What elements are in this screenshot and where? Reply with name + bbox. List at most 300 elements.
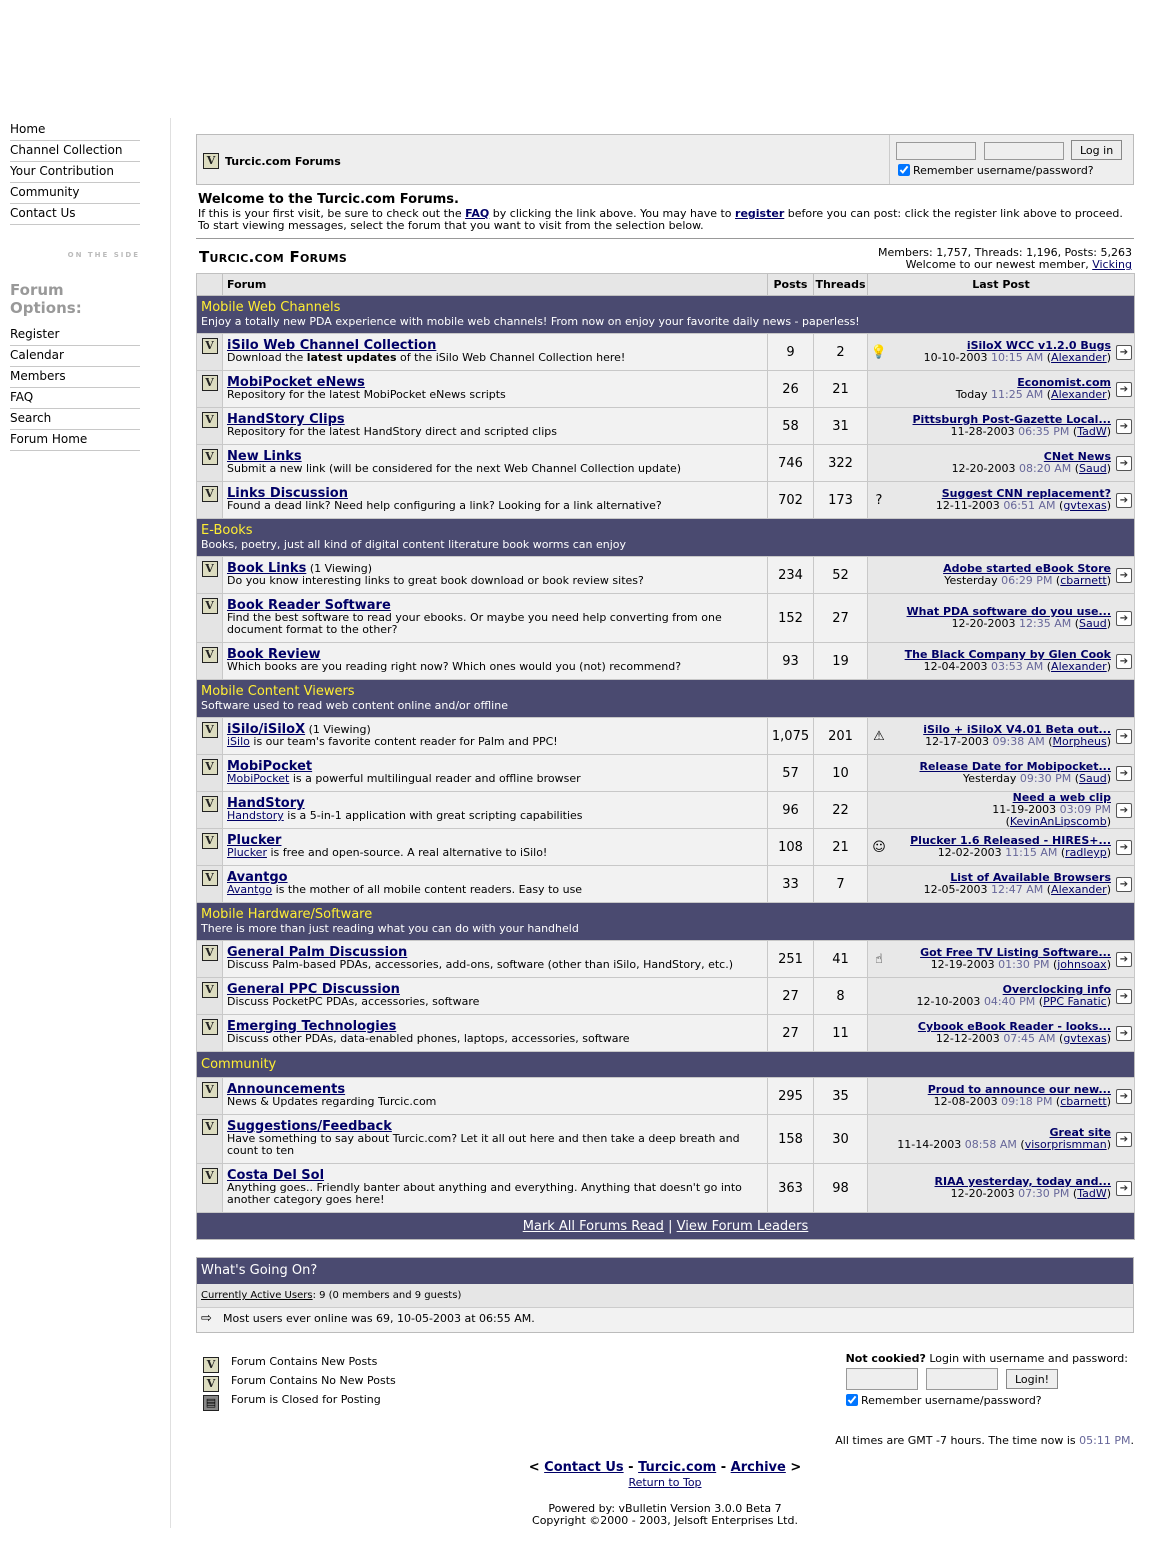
- forum-posts-count: 57: [768, 755, 814, 792]
- table-footer-cell: [197, 1213, 1135, 1240]
- forum-description: [227, 612, 763, 636]
- last-post-title-link[interactable]: Plucker 1.6 Released - HIRES+...: [910, 834, 1111, 847]
- bottom-username-field[interactable]: [846, 1368, 918, 1390]
- forum-title-link[interactable]: HandStory: [227, 796, 305, 811]
- forum-posts-count: 702: [768, 482, 814, 519]
- last-post-wrap: [870, 761, 1132, 785]
- powered-by: [196, 1503, 1134, 1527]
- forum-desc-text-end: of the iSilo Web Channel Collection here!: [396, 351, 626, 364]
- forum-status-cell: [197, 718, 223, 755]
- nav-link-channel-collection[interactable]: Channel Collection: [10, 143, 123, 157]
- last-post-user-link[interactable]: cbarnett: [1060, 1095, 1107, 1108]
- bottom-login-button[interactable]: Login!: [1006, 1369, 1058, 1389]
- forum-title-link[interactable]: iSilo Web Channel Collection: [227, 338, 437, 353]
- last-post-cell: [868, 1115, 1135, 1164]
- forum-posts-count: 363: [768, 1164, 814, 1213]
- category-title[interactable]: E-Books: [201, 522, 253, 538]
- legend-closed: [196, 1390, 596, 1409]
- last-post-title-link[interactable]: Suggest CNN replacement?: [941, 487, 1111, 500]
- last-post-time: 04:40 PM: [983, 995, 1036, 1008]
- register-link[interactable]: register: [735, 207, 785, 220]
- forum-title-link[interactable]: General Palm Discussion: [227, 945, 408, 960]
- last-post-wrap: [870, 792, 1132, 828]
- last-post-time: 08:58 AM: [964, 1138, 1017, 1151]
- last-post-cell: [868, 1015, 1135, 1052]
- category-title[interactable]: Mobile Web Channels: [201, 299, 341, 315]
- last-post-time: 09:38 AM: [992, 735, 1045, 748]
- last-post-time: 01:30 PM: [998, 958, 1050, 971]
- go-to-last-post-icon[interactable]: ➔: [1116, 493, 1132, 508]
- remember-checkbox[interactable]: [898, 164, 910, 176]
- last-post-wrap: [870, 377, 1132, 401]
- last-post-wrap: [870, 451, 1132, 475]
- go-to-last-post-icon[interactable]: ➔: [1116, 611, 1132, 626]
- go-to-last-post-icon[interactable]: ➔: [1116, 877, 1132, 892]
- forum-desc-text: News & Updates regarding Turcic.com: [227, 1095, 437, 1108]
- last-post-time: 11:25 AM: [991, 388, 1044, 401]
- last-post-info: Need a web clip 11-19-2003 03:09 PM (KevinAnLipscomb): [992, 791, 1111, 828]
- category-row: [197, 680, 1135, 718]
- go-to-last-post-icon[interactable]: ➔: [1116, 766, 1132, 781]
- forum-desc-text: is a powerful multilingual reader and offline browser: [289, 772, 581, 785]
- forum-title-link[interactable]: Book Review: [227, 647, 321, 662]
- last-post-title-link[interactable]: List of Available Browsers: [950, 871, 1111, 884]
- forum-row: [197, 482, 1135, 519]
- forum-row: [197, 941, 1135, 978]
- forum-row: [197, 1164, 1135, 1213]
- go-to-last-post-icon[interactable]: ➔: [1116, 1089, 1132, 1104]
- forum-status-cell: [197, 482, 223, 519]
- last-post-title-link[interactable]: Overclocking info: [1002, 983, 1111, 996]
- faq-link[interactable]: FAQ: [465, 207, 490, 220]
- forum-status-cell: [197, 557, 223, 594]
- forum-info-cell: [223, 557, 768, 594]
- last-post-info: Release Date for Mobipocket... Yesterday 09:30 PM (Saud): [919, 760, 1111, 785]
- forum-row: [197, 557, 1135, 594]
- archive-link[interactable]: Archive: [730, 1460, 786, 1475]
- nav-item: [10, 183, 140, 204]
- newest-member-line: [878, 259, 1132, 271]
- forum-new-posts-icon: V: [202, 1019, 218, 1035]
- return-top-link[interactable]: Return to Top: [628, 1476, 702, 1489]
- forum-row: [197, 718, 1135, 755]
- forum-info-cell: [223, 1164, 768, 1213]
- forum-desc-link[interactable]: Handstory: [227, 809, 284, 822]
- nav-item: [10, 409, 140, 430]
- active-users-link[interactable]: Currently Active Users: [201, 1290, 313, 1301]
- last-post-title-link[interactable]: iSiloX WCC v1.2.0 Bugs: [966, 339, 1111, 352]
- forum-status-cell: [197, 371, 223, 408]
- return-top: [196, 1476, 1134, 1489]
- last-post-time: 03:53 AM: [991, 660, 1044, 673]
- forum-title-link[interactable]: General PPC Discussion: [227, 982, 400, 997]
- forum-threads-count: 27: [814, 594, 868, 643]
- forum-threads-count: 10: [814, 755, 868, 792]
- login-button[interactable]: Log in: [1071, 140, 1122, 160]
- forum-row: [197, 1015, 1135, 1052]
- forum-description: [227, 352, 763, 364]
- forum-new-posts-icon: V: [202, 561, 218, 577]
- last-post-date: 11-14-2003: [897, 1138, 962, 1151]
- bottom-remember-row: [844, 1394, 1128, 1407]
- go-to-last-post-icon[interactable]: ➔: [1116, 840, 1132, 855]
- last-post-info: Cybook eBook Reader - looks... 12-12-2003 07:45 AM (gvtexas): [917, 1020, 1111, 1045]
- last-post-date: 12-11-2003: [935, 499, 1000, 512]
- forum-title-link[interactable]: Links Discussion: [227, 486, 348, 501]
- forum-icon: V: [203, 153, 219, 169]
- forum-threads-count: 2: [814, 334, 868, 371]
- last-post-user-link[interactable]: Saud: [1079, 462, 1107, 475]
- forum-desc-text: Repository for the latest HandStory direct and scripted clips: [227, 425, 558, 438]
- last-post-user-link[interactable]: TadW: [1077, 1187, 1107, 1200]
- go-to-last-post-icon[interactable]: ➔: [1116, 345, 1132, 360]
- last-post-title-link[interactable]: Pittsburgh Post-Gazette Local...: [912, 413, 1111, 426]
- bottom-remember-label: Remember username/password?: [861, 1394, 1042, 1407]
- last-post-cell: [868, 755, 1135, 792]
- forum-status-cell: [197, 594, 223, 643]
- nav-item: [10, 367, 140, 388]
- forum-new-posts-icon: V: [202, 1168, 218, 1184]
- legend-no-new-label: Forum Contains No New Posts: [231, 1374, 396, 1387]
- last-post-user-link[interactable]: Morpheus: [1052, 735, 1107, 748]
- bottom-login-prompt: [844, 1352, 1128, 1365]
- forum-threads-count: 52: [814, 557, 868, 594]
- site-link[interactable]: Turcic.com: [638, 1460, 717, 1475]
- forum-description: [227, 884, 763, 896]
- last-post-user-link[interactable]: Alexander: [1051, 388, 1107, 401]
- last-post-date: 11-28-2003: [950, 425, 1015, 438]
- forum-threads-count: 21: [814, 371, 868, 408]
- last-post-user-link[interactable]: Alexander: [1051, 883, 1107, 896]
- forum-threads-count: 35: [814, 1078, 868, 1115]
- forum-threads-count: 201: [814, 718, 868, 755]
- go-to-last-post-icon[interactable]: ➔: [1116, 568, 1132, 583]
- forum-title-link[interactable]: Plucker: [227, 833, 282, 848]
- last-post-user-link[interactable]: TadW: [1077, 425, 1107, 438]
- forum-row: [197, 643, 1135, 680]
- forum-desc-text: is the mother of all mobile content readers. Easy to use: [272, 883, 583, 896]
- forum-description: [227, 1182, 763, 1206]
- option-link-faq[interactable]: FAQ: [10, 390, 34, 404]
- forum-posts-count: 158: [768, 1115, 814, 1164]
- last-post-time: 06:29 PM: [1001, 574, 1053, 587]
- last-post-title-link[interactable]: Proud to announce our new...: [927, 1083, 1111, 1096]
- category-cell: [197, 1052, 1135, 1078]
- forum-status-cell: [197, 334, 223, 371]
- forum-title-link[interactable]: iSilo/iSiloX: [227, 722, 306, 737]
- last-post-title-link[interactable]: The Black Company by Glen Cook: [904, 648, 1111, 661]
- welcome-text-3: before you can post: click the register link above to proceed. To start viewing messages, select the forum that you want to visit from the selection below.: [198, 207, 1123, 232]
- last-post-cell: [868, 643, 1135, 680]
- forum-posts-count: 108: [768, 829, 814, 866]
- login-prompt: Login with username and password:: [929, 1352, 1128, 1365]
- nav-link-community[interactable]: Community: [10, 185, 80, 199]
- time-text: All times are GMT -7 hours. The time now is: [835, 1434, 1076, 1447]
- category-title[interactable]: Mobile Content Viewers: [201, 683, 355, 699]
- last-post-user-link[interactable]: johnsoax: [1057, 958, 1107, 971]
- last-post-title-link[interactable]: Got Free TV Listing Software...: [920, 946, 1111, 959]
- header-posts: Posts: [768, 274, 814, 296]
- forum-status-cell: [197, 1115, 223, 1164]
- last-post-user-link[interactable]: Alexander: [1051, 351, 1107, 364]
- arrow-right-icon: ⇨: [201, 1311, 212, 1326]
- forum-title-link[interactable]: Emerging Technologies: [227, 1019, 397, 1034]
- forum-title-link[interactable]: Book Links: [227, 561, 307, 576]
- no-new-posts-icon: V: [203, 1376, 219, 1392]
- newest-member-link[interactable]: Vicking: [1092, 258, 1132, 271]
- category-title[interactable]: Mobile Hardware/Software: [201, 906, 373, 922]
- forum-posts-count: 26: [768, 371, 814, 408]
- current-time: 05:11 PM: [1079, 1434, 1131, 1447]
- go-to-last-post-icon[interactable]: ➔: [1116, 989, 1132, 1004]
- last-post-wrap: [870, 872, 1132, 896]
- nav-item: [10, 162, 140, 183]
- last-post-user-link[interactable]: visorprismman: [1024, 1138, 1107, 1151]
- forum-info-cell: [223, 718, 768, 755]
- forum-leaders-link[interactable]: View Forum Leaders: [676, 1218, 809, 1234]
- forum-row: [197, 445, 1135, 482]
- forum-threads-count: 7: [814, 866, 868, 903]
- forum-new-posts-icon: V: [202, 1119, 218, 1135]
- forum-new-posts-icon: V: [202, 647, 218, 663]
- forum-title-link[interactable]: Costa Del Sol: [227, 1168, 325, 1183]
- last-post-cell: [868, 978, 1135, 1015]
- last-post-cell: [868, 371, 1135, 408]
- option-link-search[interactable]: Search: [10, 411, 52, 425]
- forum-info-cell: [223, 1115, 768, 1164]
- last-post-title-link[interactable]: Cybook eBook Reader - looks...: [917, 1020, 1111, 1033]
- wgo-active-row: [197, 1284, 1133, 1308]
- forum-new-posts-icon: V: [202, 338, 218, 354]
- last-post-wrap: [870, 340, 1132, 364]
- last-post-wrap: [870, 947, 1132, 971]
- last-post-user-link[interactable]: cbarnett: [1060, 574, 1107, 587]
- last-post-title-link[interactable]: iSilo + iSiloX V4.01 Beta out...: [923, 723, 1111, 736]
- last-post-date: 12-10-2003: [916, 995, 981, 1008]
- forum-posts-count: 234: [768, 557, 814, 594]
- last-post-info: Pittsburgh Post-Gazette Local... 11-28-2003 06:35 PM (TadW): [912, 413, 1111, 438]
- forum-desc-text: is a 5-in-1 application with great scripting capabilities: [283, 809, 583, 822]
- legend-closed-label: Forum is Closed for Posting: [231, 1393, 381, 1406]
- go-to-last-post-icon[interactable]: ➔: [1116, 952, 1132, 967]
- last-post-title-link[interactable]: RIAA yesterday, today and...: [934, 1175, 1111, 1188]
- forum-threads-count: 22: [814, 792, 868, 829]
- go-to-last-post-icon[interactable]: ➔: [1116, 419, 1132, 434]
- last-post-user-link[interactable]: Saud: [1079, 617, 1107, 630]
- last-post-date: Yesterday: [962, 772, 1017, 785]
- wgo-record-row: [197, 1308, 1133, 1332]
- bottom-remember-checkbox[interactable]: [846, 1394, 858, 1406]
- last-post-wrap: [870, 1021, 1132, 1045]
- newest-label: Welcome to our newest member,: [905, 258, 1089, 271]
- username-field[interactable]: [896, 142, 976, 160]
- forum-description: [227, 847, 763, 859]
- last-post-user-link[interactable]: Saud: [1079, 772, 1107, 785]
- welcome-text-2: by clicking the link above. You may have to: [492, 207, 732, 220]
- last-post-info: Proud to announce our new... 12-08-2003 09:18 PM (cbarnett): [927, 1083, 1111, 1108]
- go-to-last-post-icon[interactable]: ➔: [1116, 1181, 1132, 1196]
- last-post-date: 12-08-2003: [933, 1095, 998, 1108]
- last-post-time: 09:18 PM: [1001, 1095, 1053, 1108]
- remember-row: [896, 164, 1127, 177]
- wgo-title: What's Going On?: [197, 1258, 1133, 1284]
- forum-description: [227, 1096, 763, 1108]
- forum-description: [227, 773, 763, 785]
- last-post-date: 12-04-2003: [923, 660, 988, 673]
- contact-us-link[interactable]: Contact Us: [544, 1460, 624, 1475]
- last-post-info: iSilo + iSiloX V4.01 Beta out... 12-17-2003 09:38 AM (Morpheus): [923, 723, 1111, 748]
- last-post-user-link[interactable]: gvtexas: [1063, 1032, 1107, 1045]
- last-post-date: 12-12-2003: [935, 1032, 1000, 1045]
- forum-info-cell: [223, 978, 768, 1015]
- forum-new-posts-icon: V: [202, 759, 218, 775]
- last-post-time: 12:47 AM: [991, 883, 1044, 896]
- forum-desc-link[interactable]: iSilo: [227, 735, 250, 748]
- bottom-login: [844, 1352, 1128, 1407]
- forum-info-cell: [223, 1078, 768, 1115]
- forum-stats: [878, 247, 1132, 271]
- option-link-calendar[interactable]: Calendar: [10, 348, 64, 362]
- last-post-time: 06:51 AM: [1003, 499, 1056, 512]
- last-post-title-link[interactable]: Need a web clip: [1012, 791, 1111, 804]
- forum-info-cell: [223, 643, 768, 680]
- nav-item: [10, 120, 140, 141]
- last-post-user-link[interactable]: KevinAnLipscomb: [1009, 815, 1107, 828]
- forum-status-cell: [197, 408, 223, 445]
- forum-info-cell: [223, 408, 768, 445]
- last-post-title-link[interactable]: CNet News: [1043, 450, 1111, 463]
- category-cell: [197, 903, 1135, 941]
- forum-title-link[interactable]: MobiPocket eNews: [227, 375, 365, 390]
- bottom-password-field[interactable]: [926, 1368, 998, 1390]
- password-field[interactable]: [984, 142, 1064, 160]
- last-post-title-link[interactable]: Economist.com: [1017, 376, 1111, 389]
- table-footer-row: [197, 1213, 1135, 1240]
- category-title[interactable]: Community: [201, 1056, 277, 1072]
- last-post-cell: [868, 445, 1135, 482]
- forum-options-list: [10, 325, 140, 451]
- last-post-user-link[interactable]: Alexander: [1051, 660, 1107, 673]
- last-post-wrap: [870, 1176, 1132, 1200]
- forum-desc-link[interactable]: Avantgo: [227, 883, 273, 896]
- nav-item: [10, 204, 140, 225]
- forum-row: [197, 755, 1135, 792]
- forum-row: [197, 371, 1135, 408]
- last-post-cell: [868, 718, 1135, 755]
- forum-threads-count: 173: [814, 482, 868, 519]
- forum-status-cell: [197, 755, 223, 792]
- go-to-last-post-icon[interactable]: ➔: [1116, 1026, 1132, 1041]
- footer-sep: |: [668, 1218, 673, 1234]
- last-post-info: Got Free TV Listing Software... 12-19-2003 01:30 PM (johnsoax): [920, 946, 1111, 971]
- last-post-wrap: [870, 414, 1132, 438]
- forum-desc-link[interactable]: Plucker: [227, 846, 267, 859]
- active-users-count: : 9 (0 members and 9 guests): [312, 1290, 462, 1301]
- go-to-last-post-icon[interactable]: ➔: [1116, 654, 1132, 669]
- go-to-last-post-icon[interactable]: ➔: [1116, 456, 1132, 471]
- last-post-date: 12-02-2003: [937, 846, 1002, 859]
- last-post-date: 12-19-2003: [930, 958, 995, 971]
- forum-status-cell: [197, 866, 223, 903]
- forum-title-link[interactable]: Book Reader Software: [227, 598, 391, 613]
- forum-new-posts-icon: V: [202, 833, 218, 849]
- last-post-date: 12-17-2003: [925, 735, 990, 748]
- forum-info-cell: [223, 1015, 768, 1052]
- last-post-info: What PDA software do you use... 12-20-2003 12:35 AM (Saud): [906, 605, 1111, 630]
- forum-title-link[interactable]: New Links: [227, 449, 302, 464]
- forum-title-link[interactable]: Suggestions/Feedback: [227, 1119, 392, 1134]
- last-post-date: 10-10-2003: [923, 351, 988, 364]
- last-post-title-link[interactable]: Adobe started eBook Store: [943, 562, 1111, 575]
- option-link-register[interactable]: Register: [10, 327, 60, 341]
- forum-desc-link[interactable]: MobiPocket: [227, 772, 290, 785]
- forum-description: [227, 1033, 763, 1045]
- left-nav: [10, 120, 140, 451]
- nav-item: [10, 430, 140, 451]
- icon-legend: [196, 1352, 596, 1409]
- forum-threads-count: 8: [814, 978, 868, 1015]
- forum-title-link[interactable]: Avantgo: [227, 870, 288, 885]
- login-box: [889, 135, 1133, 184]
- last-post-title-link[interactable]: Great site: [1049, 1126, 1111, 1139]
- go-to-last-post-icon[interactable]: ➔: [1116, 803, 1132, 818]
- forum-description: [227, 959, 763, 971]
- bottom-login-fields: [844, 1368, 1128, 1390]
- nav-link-contact-us[interactable]: Contact Us: [10, 206, 76, 220]
- last-post-date: 11-19-2003: [992, 803, 1057, 816]
- last-post-cell: [868, 829, 1135, 866]
- nav-link-home[interactable]: Home: [10, 122, 46, 136]
- forum-title-link[interactable]: Announcements: [227, 1082, 346, 1097]
- last-post-info: CNet News 12-20-2003 08:20 AM (Saud): [951, 450, 1111, 475]
- last-post-user-link[interactable]: PPC Fanatic: [1043, 995, 1107, 1008]
- on-the-side-label: ON THE SIDE: [67, 251, 140, 259]
- forum-description: [227, 575, 763, 587]
- go-to-last-post-icon[interactable]: ➔: [1116, 382, 1132, 397]
- go-to-last-post-icon[interactable]: ➔: [1116, 729, 1132, 744]
- forum-new-posts-icon: V: [202, 722, 218, 738]
- last-post-user-link[interactable]: radleyp: [1065, 846, 1107, 859]
- last-post-date: 12-05-2003: [923, 883, 988, 896]
- go-to-last-post-icon[interactable]: ➔: [1116, 1132, 1132, 1147]
- forum-info-cell: [223, 866, 768, 903]
- forum-info-cell: [223, 371, 768, 408]
- mark-all-read-link[interactable]: Mark All Forums Read: [522, 1218, 664, 1234]
- welcome-heading: Welcome to the Turcic.com Forums.: [198, 192, 459, 207]
- whats-going-on: [196, 1257, 1134, 1333]
- forum-posts-count: 27: [768, 1015, 814, 1052]
- last-post-title-link[interactable]: Release Date for Mobipocket...: [919, 760, 1111, 773]
- last-post-user-link[interactable]: gvtexas: [1063, 499, 1107, 512]
- forum-posts-count: 9: [768, 334, 814, 371]
- option-link-forum-home[interactable]: Forum Home: [10, 432, 88, 446]
- nav-link-your-contribution[interactable]: Your Contribution: [10, 164, 114, 178]
- last-post-title-link[interactable]: What PDA software do you use...: [906, 605, 1111, 618]
- welcome-notice: [196, 192, 1134, 232]
- forum-title-link[interactable]: HandStory Clips: [227, 412, 345, 427]
- forum-desc-text: Submit a new link (will be considered for the next Web Channel Collection update): [227, 462, 682, 475]
- last-post-cell: [868, 792, 1135, 829]
- option-link-members[interactable]: Members: [10, 369, 66, 383]
- forum-title-link[interactable]: MobiPocket: [227, 759, 313, 774]
- header-threads: Threads: [814, 274, 868, 296]
- forum-status-cell: [197, 792, 223, 829]
- last-post-info: Adobe started eBook Store Yesterday 06:29 PM (cbarnett): [943, 562, 1111, 587]
- forum-viewing-count: (1 Viewing): [308, 723, 371, 736]
- forum-desc-text: is our team's favorite content reader for Palm and PPC!: [249, 735, 558, 748]
- last-post-time: 06:35 PM: [1018, 425, 1070, 438]
- forum-status-cell: [197, 829, 223, 866]
